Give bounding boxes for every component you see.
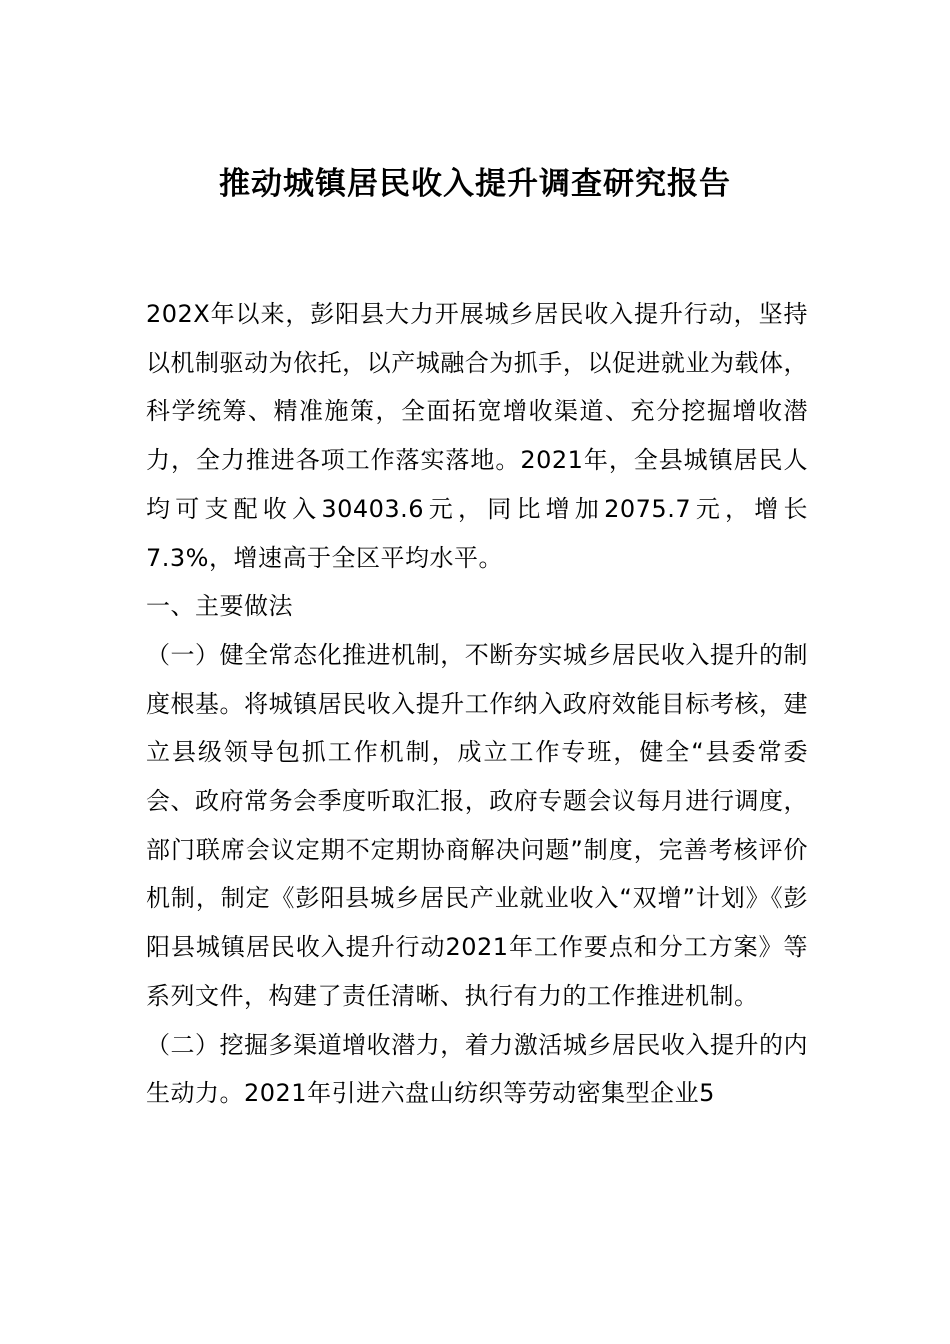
subsection-paragraph-1: （一）健全常态化推进机制，不断夯实城乡居民收入提升的制度根基。将城镇居民收入提升工作纳入政府效能目标考核，建立县级领导包抓工作机制，成立工作专班，健全“县委常委会、政府常务会季度听取汇报，政府专题会议每月进行调度，部门联席会议定期不定期协商解决问题”制度，完善考核评价机制，制定《彭阳县城乡居民产业就业收入“双增”计划》《彭阳县城镇居民收入提升行动2021年工作要点和分工方案》等系列文件，构建了责任清晰、执行有力的工作推进机制。 (146, 640, 808, 1010)
document-title: 推动城镇居民收入提升调查研究报告 (219, 166, 731, 202)
intro-paragraph: 202X年以来，彭阳县大力开展城乡居民收入提升行动，坚持以机制驱动为依托，以产城融合为抓手，以促进就业为载体，科学统筹、精准施策，全面拓宽增收渠道、充分挖掘增收潜力，全力推进各项工作落实落地。2021年，全县城镇居民人均可支配收入30403.6元，同比增加2075.7元，增长7.3%，增速高于全区平均水平。 (146, 300, 808, 572)
section-heading: 一、主要做法 (146, 592, 293, 621)
document-body (146, 290, 808, 1118)
subsection-paragraph-2: （二）挖掘多渠道增收潜力，着力激活城乡居民收入提升的内生动力。2021年引进六盘山纺织等劳动密集型企业5 (146, 1030, 808, 1108)
